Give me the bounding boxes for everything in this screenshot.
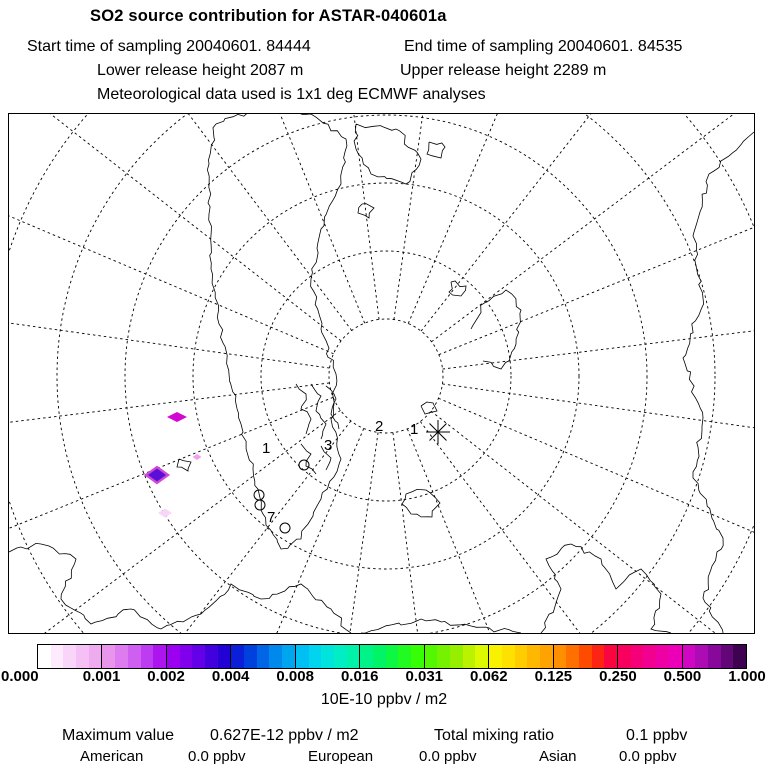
colorbar-units-label: 10E-10 ppbv / m2: [320, 691, 448, 708]
graticule-meridian: [276, 114, 379, 319]
colorbar-cell: [604, 645, 617, 668]
polar-map-canvas: [9, 114, 754, 633]
region-american-value: 0.0 ppbv: [188, 748, 246, 765]
graticule-meridian: [431, 411, 754, 633]
coastline: [471, 290, 521, 369]
colorbar-tick-label: 0.002: [147, 668, 185, 685]
colorbar-segment: [424, 645, 488, 668]
colorbar-segment: [359, 645, 423, 668]
colorbar-tick-label: 0.250: [599, 668, 637, 685]
graticule-meridian: [34, 428, 363, 633]
graticule-meridian: [261, 432, 378, 633]
waypoint-number-label: 1: [262, 440, 271, 457]
waypoint-number-label: 7: [267, 509, 276, 526]
colorbar-cell: [373, 645, 386, 668]
colorbar-cell: [153, 645, 166, 668]
colorbar-cell: [502, 645, 515, 668]
mixing-ratio-label: Total mixing ratio: [434, 727, 555, 744]
graticule-meridian: [432, 114, 754, 342]
colorbar-cell: [695, 645, 708, 668]
colorbar-cell: [296, 645, 309, 668]
colorbar-tick-label: 0.016: [340, 668, 379, 685]
coastline: [358, 204, 374, 218]
colorbar-segment: [230, 645, 294, 668]
graticule-meridian: [9, 383, 329, 486]
colorbar-cell: [527, 645, 540, 668]
graticule-parallel: [193, 183, 579, 569]
graticule-meridian: [393, 433, 496, 633]
colorbar-cell: [76, 645, 89, 668]
waypoint-number-label: 3: [324, 437, 333, 454]
colorbar-cell: [115, 645, 128, 668]
coastline: [449, 281, 466, 296]
colorbar-cell: [437, 645, 450, 668]
coastline: [326, 386, 339, 429]
colorbar-cell: [38, 645, 51, 668]
colorbar-tick-label: 0.062: [470, 668, 508, 685]
graticule-meridian: [9, 397, 333, 633]
region-european-label: European: [308, 748, 374, 765]
graticule-parallel: [9, 114, 754, 633]
graticule-meridian: [438, 398, 754, 633]
colorbar-tick-label: 0.004: [211, 668, 250, 685]
colorbar-cell: [733, 645, 746, 668]
graticule-parallel: [9, 114, 754, 633]
colorbar-cell: [334, 645, 347, 668]
waypoint-circle-marker: [255, 500, 265, 510]
colorbar-segment: [488, 645, 552, 668]
coastline: [207, 114, 347, 549]
upper-release-text: Upper release height 2289 m: [400, 62, 607, 79]
graticule-parallel: [125, 115, 647, 633]
colorbar-cell: [192, 645, 205, 668]
coastline: [421, 402, 437, 414]
colorbar-cell: [269, 645, 282, 668]
colorbar-cell: [321, 645, 334, 668]
lower-release-text: Lower release height 2087 m: [97, 62, 304, 79]
colorbar-cell: [411, 645, 424, 668]
colorbar: [37, 644, 747, 669]
waypoint-circle-marker: [299, 460, 309, 470]
colorbar-cell: [231, 645, 244, 668]
colorbar-segment: [553, 645, 617, 668]
graticule-meridian: [9, 114, 334, 354]
concentration-patch: [167, 412, 187, 422]
colorbar-cell: [618, 645, 631, 668]
plot-title: SO2 source contribution for ASTAR-040601a: [90, 7, 447, 25]
concentration-patch: [193, 454, 202, 460]
max-value: 0.627E-12 ppbv / m2: [210, 727, 359, 744]
coastline: [541, 544, 671, 633]
graticule-meridian: [439, 114, 754, 355]
coastline: [354, 124, 421, 184]
graticule-meridian: [9, 421, 351, 633]
colorbar-cell: [128, 645, 141, 668]
colorbar-cell: [708, 645, 721, 668]
colorbar-cell: [566, 645, 579, 668]
colorbar-tick-label: 0.125: [534, 668, 573, 685]
graticule-meridian: [443, 266, 754, 369]
region-asian-label: Asian: [539, 748, 577, 765]
graticule-parallel: [9, 114, 754, 633]
colorbar-tick-label: 0.008: [276, 668, 314, 685]
colorbar-cell: [489, 645, 502, 668]
colorbar-cell: [167, 645, 180, 668]
region-asian-value: 0.0 ppbv: [619, 748, 677, 765]
colorbar-cell: [398, 645, 411, 668]
coastline: [683, 132, 754, 633]
coastline: [296, 384, 311, 434]
colorbar-cell: [554, 645, 567, 668]
colorbar-cell: [579, 645, 592, 668]
graticule-parallel: [329, 319, 443, 433]
colorbar-cell: [102, 645, 115, 668]
colorbar-segment: [166, 645, 230, 668]
max-value-label: Maximum value: [62, 727, 175, 744]
graticule-parallel: [261, 251, 511, 501]
coastline: [427, 142, 445, 158]
mixing-ratio-value: 0.1 ppbv: [626, 727, 688, 744]
colorbar-cell: [309, 645, 322, 668]
colorbar-segment: [617, 645, 681, 668]
colorbar-cell: [205, 645, 218, 668]
colorbar-segment: [682, 645, 746, 668]
colorbar-cell: [463, 645, 476, 668]
colorbar-cell: [244, 645, 257, 668]
colorbar-cell: [360, 645, 373, 668]
graticule-meridian: [442, 384, 754, 501]
map-frame: [8, 113, 755, 634]
colorbar-cell: [669, 645, 682, 668]
graticule-meridian: [421, 114, 754, 331]
colorbar-cell: [63, 645, 76, 668]
coastline: [9, 543, 351, 633]
colorbar-cell: [450, 645, 463, 668]
colorbar-segment: [38, 645, 101, 668]
graticule-meridian: [408, 114, 737, 324]
graticule-meridian: [9, 114, 352, 330]
colorbar-cell: [540, 645, 553, 668]
waypoint-number-label: 2: [375, 418, 384, 435]
concentration-patch: [158, 509, 172, 518]
colorbar-cell: [475, 645, 488, 668]
colorbar-cell: [631, 645, 644, 668]
graticule-meridian: [9, 410, 340, 633]
graticule-parallel: [57, 114, 715, 633]
graticule-meridian: [9, 251, 330, 368]
graticule-meridian: [49, 114, 365, 323]
region-european-value: 0.0 ppbv: [419, 748, 477, 765]
start-time-text: Start time of sampling 20040601. 84444: [27, 38, 311, 55]
waypoint-number-label: 1: [410, 421, 419, 438]
coastline: [177, 459, 191, 471]
region-american-label: American: [80, 748, 144, 765]
colorbar-cell: [592, 645, 605, 668]
colorbar-cell: [515, 645, 528, 668]
colorbar-tick-label: 0.000: [1, 668, 39, 685]
met-data-text: Meteorological data used is 1x1 deg ECMWF analyses: [97, 86, 486, 103]
colorbar-segment: [101, 645, 165, 668]
colorbar-tick-label: 0.031: [405, 668, 444, 685]
end-time-text: End time of sampling 20040601. 84535: [404, 38, 683, 55]
colorbar-cell: [180, 645, 193, 668]
colorbar-cell: [257, 645, 270, 668]
graticule-meridian: [420, 422, 754, 633]
colorbar-segment: [295, 645, 359, 668]
colorbar-cell: [51, 645, 64, 668]
colorbar-cell: [386, 645, 399, 668]
graticule-meridian: [9, 114, 341, 341]
colorbar-cell: [683, 645, 696, 668]
coastline: [402, 489, 440, 517]
colorbar-cell: [141, 645, 154, 668]
colorbar-cell: [425, 645, 438, 668]
waypoint-circle-marker: [280, 523, 290, 533]
colorbar-cell: [282, 645, 295, 668]
colorbar-tick-label: 0.001: [82, 668, 121, 685]
colorbar-cell: [721, 645, 734, 668]
colorbar-tick-label: 1.000: [728, 668, 766, 685]
colorbar-tick-label: 0.500: [663, 668, 702, 685]
colorbar-cell: [656, 645, 669, 668]
colorbar-cell: [643, 645, 656, 668]
colorbar-cell: [218, 645, 231, 668]
colorbar-cell: [347, 645, 360, 668]
colorbar-cell: [89, 645, 102, 668]
